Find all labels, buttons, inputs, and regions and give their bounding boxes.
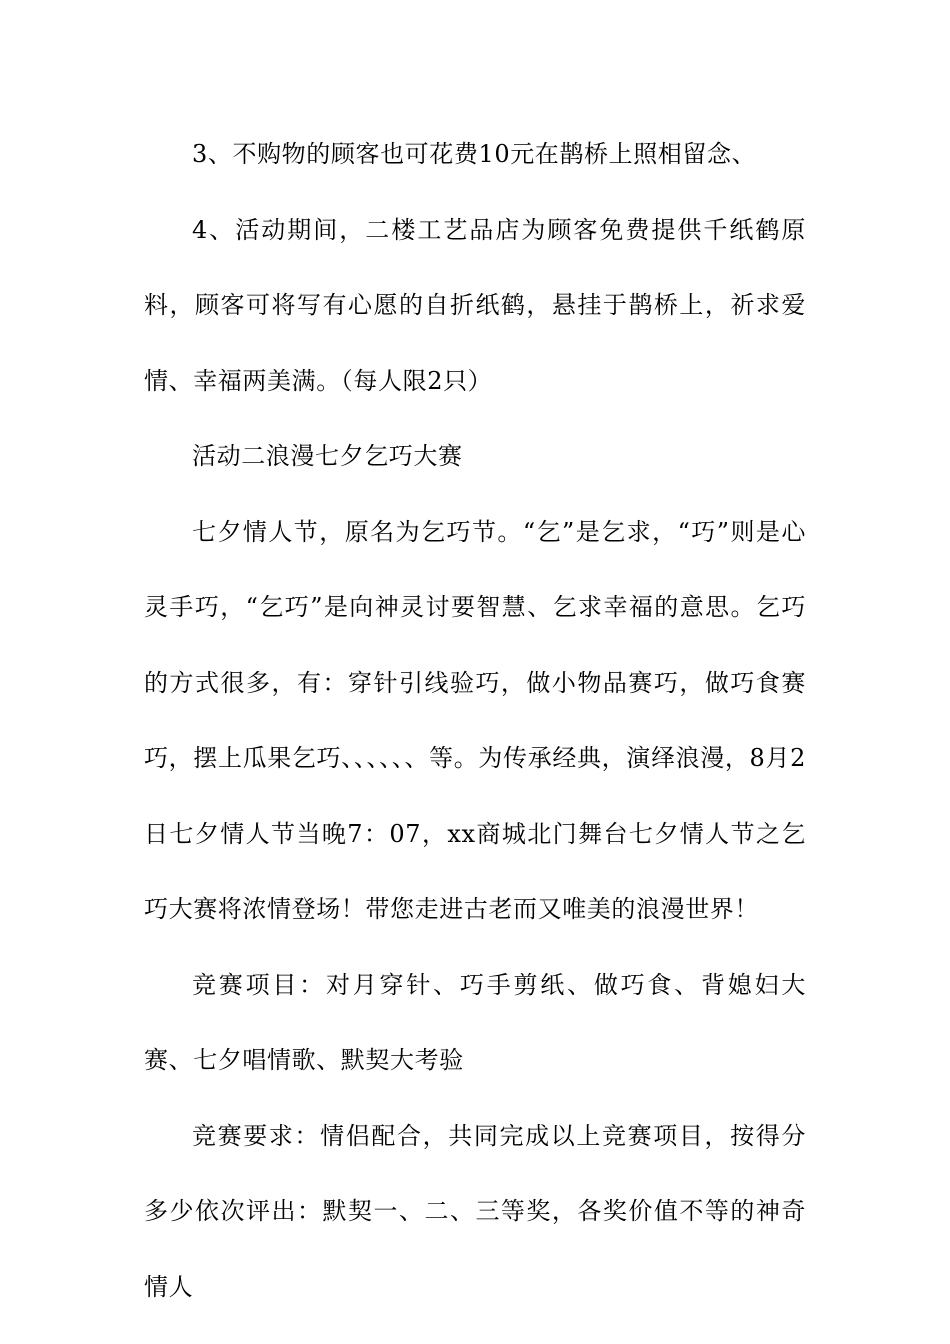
section-heading: 活动二浪漫七夕乞巧大赛 xyxy=(192,442,463,470)
paragraph-2: 4、活动期间，二楼工艺品店为顾客免费提供千纸鹤原料，顾客可将写有心愿的自折纸鹤，悬挂于鹊桥上，祈求爱情、幸福两美满。（每人限2只） xyxy=(144,215,806,395)
document-page xyxy=(144,117,806,1327)
paragraph-6: 竞赛要求：情侣配合，共同完成以上竞赛项目，按得分多少依次评出：默契一、二、三等奖，各奖价值不等的神奇情人 xyxy=(144,1121,806,1301)
paragraph-1: 3、不购物的顾客也可花费10元在鹊桥上照相留念、 xyxy=(192,140,757,168)
paragraph-4: 七夕情人节，原名为乞巧节。“乞”是乞求，“巧”则是心灵手巧，“乞巧”是向神灵讨要智慧、乞求幸福的意思。乞巧的方式很多，有：穿针引线验巧，做小物品赛巧，做巧食赛巧，摆上瓜果乞巧、、、、、、等。为传承经典，演绎浪漫，8月2日七夕情人节当晚7：07，xx商城北门舞台七夕情人节之乞巧大赛将浓情登场！带您走进古老而又唯美的浪漫世界！ xyxy=(144,517,806,923)
paragraph-5: 竞赛项目：对月穿针、巧手剪纸、做巧食、背媳妇大赛、七夕唱情歌、默契大考验 xyxy=(144,970,806,1074)
